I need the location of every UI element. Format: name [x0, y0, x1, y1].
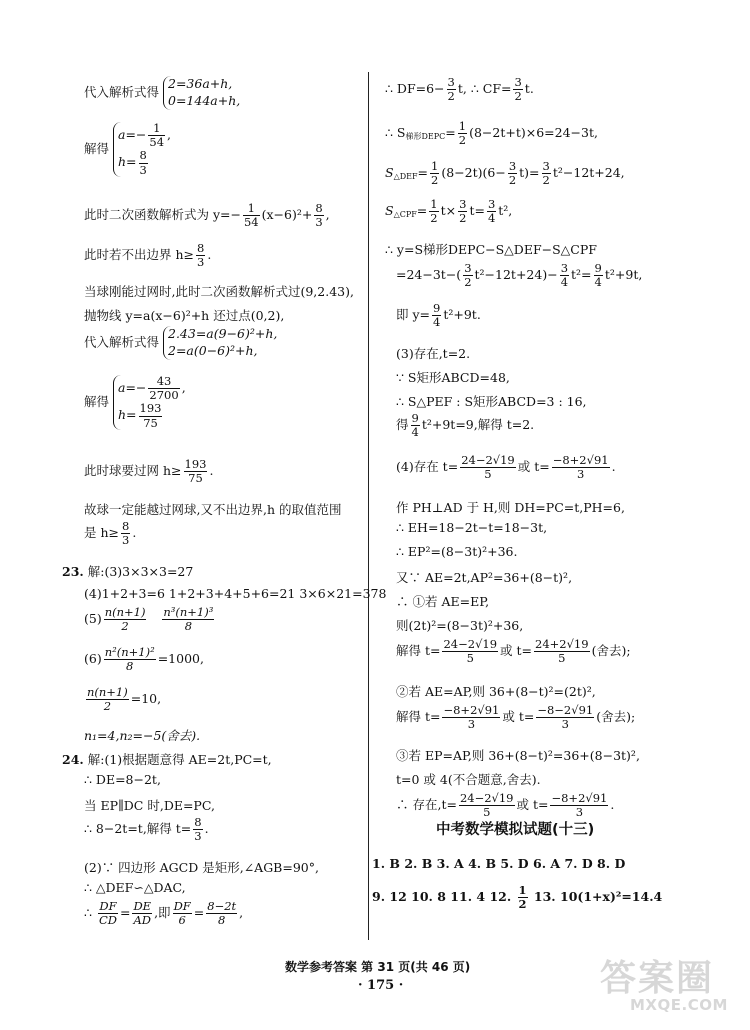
numerator: 24−2√19	[443, 637, 498, 651]
q23-part5	[84, 606, 216, 633]
numerator: 1	[431, 159, 439, 173]
numerator: DF	[99, 899, 117, 913]
r-line-14: ∴ EH=18−2t−t=18−3t,	[396, 520, 548, 535]
text: 解:(1)根据题意得 AE=2t,PC=t,	[87, 752, 272, 767]
denominator: 2	[514, 89, 522, 104]
r-line-22: ③若 EP=AP,则 36+(8−t)²=36+(8−3t)²,	[396, 748, 640, 763]
text: t, ∴ CF=	[457, 81, 512, 97]
fraction	[411, 412, 420, 439]
text: 9. 12 10. 8 11. 4 12.	[372, 889, 516, 905]
text: t²,	[498, 203, 513, 219]
denominator: 3	[467, 717, 476, 732]
numerator: 3	[459, 197, 467, 211]
q24-header	[62, 750, 272, 768]
fraction	[508, 160, 517, 187]
numerator: n²(n+1)²	[104, 645, 155, 659]
equation-system	[163, 76, 240, 110]
text: 解得	[84, 140, 110, 156]
net-range-line: 此时球要过网 h≥ $\frac{193}{75}$ .	[84, 457, 214, 486]
numerator: 24+2√19	[535, 637, 589, 651]
fraction	[460, 454, 516, 481]
text: t.	[524, 81, 534, 97]
denominator: AD	[133, 913, 152, 928]
subscript: 梯形DEPC	[405, 132, 446, 142]
fraction	[487, 198, 496, 225]
fraction	[560, 262, 569, 289]
solution-system: a=− $\frac{43}{2700}$ , h= $\frac{193}{75}$	[113, 375, 186, 430]
denominator: 2	[459, 211, 467, 226]
text: ∴ DF=6−	[385, 81, 445, 97]
numerator: 3	[542, 159, 550, 173]
numerator: 1	[430, 197, 438, 211]
r-line-15: ∴ EP²=(8−3t)²+36.	[396, 544, 518, 559]
q24-line3: 当 EP∥DC 时,DE=PC,	[84, 798, 215, 813]
numerator: 3	[487, 197, 496, 211]
conclusion-range: 是 h≥ $\frac{8}{3}$ .	[84, 519, 137, 548]
fraction	[206, 900, 237, 927]
text: 解得	[84, 393, 110, 409]
denominator: 4	[594, 275, 602, 290]
r-line-6	[396, 262, 642, 289]
denominator: 8	[126, 659, 134, 674]
text: (8−2t+t)×6=24−3t,	[469, 125, 598, 141]
q23-result: n₁=4,n₂=−5(舍去).	[84, 728, 201, 743]
fraction	[459, 792, 515, 819]
denominator: 8	[218, 913, 226, 928]
denominator: 4	[433, 315, 441, 330]
text: 解:(3)3×3×3=27	[87, 564, 194, 579]
text: (x−6)²+	[261, 207, 313, 223]
denominator: 5	[466, 651, 474, 666]
fraction	[463, 262, 472, 289]
fraction	[447, 76, 456, 103]
solve-line-1	[84, 122, 171, 177]
numerator: −8+2√91	[552, 453, 609, 467]
numerator: n(n+1)	[104, 605, 146, 619]
denominator: 75	[188, 471, 203, 486]
denominator: 54	[149, 135, 165, 150]
fraction	[104, 646, 156, 673]
substitute-line-1	[84, 76, 240, 110]
answer-key-row-2	[372, 884, 662, 911]
denominator: 3	[194, 829, 202, 844]
r-line-9: ∵ S矩形ABCD=48,	[396, 370, 510, 385]
r-line-2	[385, 120, 598, 147]
text: 或 t=	[517, 459, 550, 475]
text: 解得 t=	[396, 709, 441, 725]
numerator: 8	[315, 201, 323, 215]
fraction	[442, 704, 500, 731]
text: .	[611, 459, 616, 475]
text: 代入解析式得	[84, 334, 160, 350]
text: ∴ 8−2t=t,解得 t=	[84, 821, 192, 837]
section-heading: 中考数学模拟试题(十三)	[436, 822, 595, 838]
denominator: 4	[487, 211, 496, 226]
numerator: 1	[518, 883, 527, 897]
text: (舍去);	[591, 643, 631, 659]
numerator: 9	[433, 301, 441, 315]
fraction	[193, 816, 202, 843]
text: t²−12t+24)−	[474, 267, 558, 283]
q23-header	[62, 562, 193, 580]
fraction	[314, 202, 323, 229]
q23-part4: (4)1+2+3=6 1+2+3+4+5+6=21 3×6×21=378	[84, 586, 387, 601]
text: t²=	[571, 267, 592, 283]
text: 是 h≥	[84, 525, 119, 541]
equation: 2=36a+h,	[168, 76, 233, 91]
fraction	[139, 149, 148, 176]
denominator: 2	[464, 275, 472, 290]
quadratic-expression-line: 此时二次函数解析式为 y=− $\frac{1}{54}$ (x−6)²+ $\frac{8}{3}$ ,	[84, 201, 330, 230]
numerator: 1	[458, 119, 467, 133]
denominator: 3	[561, 717, 569, 732]
numerator: 3	[447, 75, 455, 89]
q24-line2: ∴ DE=8−2t,	[84, 772, 161, 787]
text: ∴	[84, 905, 92, 921]
fraction	[550, 792, 608, 819]
watermark-url: MXQE.COM	[630, 996, 728, 1014]
numerator: 9	[411, 411, 419, 425]
text: (5)	[84, 611, 102, 627]
denominator: 54	[243, 215, 259, 230]
numerator: 3	[464, 261, 472, 275]
text: 得	[396, 417, 409, 433]
denominator: 5	[484, 467, 492, 482]
text: t×	[440, 203, 457, 219]
solve-line-2	[84, 375, 186, 430]
numerator: 1	[243, 202, 260, 216]
text: a=−	[118, 380, 147, 396]
q24-line6: ∴ △DEF∽△DAC,	[84, 880, 186, 895]
numerator: 193	[139, 401, 162, 416]
text: 或 t=	[502, 709, 535, 725]
text: t)=	[519, 165, 540, 181]
parabola-point-line: 抛物线 y=a(x−6)²+h 还过点(0,2),	[84, 308, 285, 323]
r-line-3	[385, 160, 625, 187]
subscript: △CPF	[393, 210, 417, 220]
text: =	[445, 125, 456, 141]
denominator: 3	[576, 467, 585, 482]
text: 或 t=	[500, 643, 533, 659]
numerator: 43	[148, 375, 179, 389]
text: ∴ S	[385, 125, 406, 141]
numerator: −8+2√91	[551, 791, 608, 805]
boundary-line: 此时若不出边界 h≥ $\frac{8}{3}$ .	[84, 241, 212, 270]
text: (4)存在 t=	[396, 459, 459, 475]
numerator: −8−2√91	[537, 703, 594, 717]
page-number: · 175 ·	[358, 978, 404, 993]
equation: 2=a(0−6)²+h,	[168, 342, 258, 358]
denominator: 2	[121, 619, 129, 634]
denominator: 5	[558, 651, 566, 666]
text: 即 y=	[396, 307, 431, 323]
equation: 0=144a+h,	[168, 92, 241, 108]
r-line-7	[396, 302, 481, 329]
text: S	[385, 203, 394, 219]
numerator: DF	[173, 899, 191, 913]
text: =10,	[130, 691, 162, 707]
text: h=	[118, 154, 137, 170]
r-line-1	[385, 76, 534, 103]
text: ∴ 存在,t=	[396, 797, 457, 813]
watermark-logo: 答案圈	[600, 958, 715, 999]
fraction	[173, 900, 192, 927]
fraction	[139, 402, 163, 429]
fraction	[458, 120, 467, 147]
denominator: 2	[518, 897, 527, 912]
denominator: 3	[139, 162, 147, 177]
fraction	[86, 686, 129, 713]
fraction	[184, 458, 208, 485]
r-line-5: ∴ y=S梯形DEPC−S△DEF−S△CPF	[385, 242, 597, 257]
text: (8−2t)(6−	[441, 165, 506, 181]
text: ,即	[154, 905, 171, 921]
denominator: 2	[447, 89, 455, 104]
text: h=	[118, 407, 137, 423]
watermark	[600, 950, 740, 1020]
fraction	[542, 160, 551, 187]
text: (舍去);	[596, 709, 636, 725]
text: 或 t=	[516, 797, 549, 813]
fraction	[552, 454, 610, 481]
denominator: 2	[508, 173, 517, 188]
equation: 2.43=a(9−6)²+h,	[168, 326, 278, 341]
numerator: 8	[122, 519, 130, 533]
fraction	[442, 638, 498, 665]
denominator: 4	[411, 425, 419, 440]
text: 13. 10(1+x)²=14.4	[529, 889, 663, 905]
fraction	[518, 884, 528, 911]
r-line-11	[396, 412, 534, 439]
fraction	[536, 704, 594, 731]
numerator: n(n+1)	[87, 685, 128, 699]
numerator: DE	[133, 899, 152, 913]
fraction	[432, 302, 441, 329]
numerator: 193	[184, 457, 207, 471]
denominator: 2	[458, 133, 467, 148]
text: .	[204, 821, 209, 837]
fraction	[98, 900, 118, 927]
subscript: △DEF	[393, 172, 418, 182]
r-line-23: t=0 或 4(不合题意,舍去).	[396, 772, 541, 787]
fraction	[162, 606, 214, 633]
fraction	[148, 375, 179, 402]
denominator: 8	[184, 619, 193, 634]
text: a=−	[118, 127, 147, 143]
numerator: −8+2√91	[443, 703, 500, 717]
text: .	[610, 797, 615, 813]
denominator: 75	[143, 415, 158, 430]
text: 此时二次函数解析式为 y=−	[84, 207, 241, 223]
r-line-19	[396, 638, 631, 665]
fraction	[429, 198, 438, 225]
numerator: 1	[148, 122, 165, 136]
r-line-16: 又∵ AE=2t,AP²=36+(8−t)²,	[396, 570, 573, 585]
fraction	[430, 160, 439, 187]
denominator: 2	[103, 699, 112, 714]
numerator: 24−2√19	[459, 791, 514, 805]
r-line-8: (3)存在,t=2.	[396, 346, 471, 361]
fraction	[594, 262, 603, 289]
net-condition-line: 当球刚能过网时,此时二次函数解析式过(9,2.43),	[84, 284, 354, 299]
fraction	[132, 900, 152, 927]
text: 解得 t=	[396, 643, 441, 659]
fraction	[243, 202, 260, 229]
text: =1000,	[157, 651, 204, 667]
question-number: 24.	[62, 752, 84, 767]
numerator: 8	[197, 241, 205, 255]
denominator: 3	[122, 533, 130, 548]
r-line-12	[396, 454, 616, 481]
numerator: 3	[560, 261, 569, 275]
denominator: 2	[430, 211, 438, 226]
q24-line5: (2)∵ 四边形 AGCD 是矩形,∠AGB=90°,	[84, 860, 319, 875]
equation-system	[163, 326, 277, 360]
text: =	[417, 165, 429, 181]
text: (6)	[84, 651, 102, 667]
fraction	[104, 606, 147, 633]
text: t²−12t+24,	[552, 165, 625, 181]
text: t²+9t,	[604, 267, 643, 283]
numerator: 8−2t	[207, 899, 237, 913]
text: 此时球要过网 h≥	[84, 463, 182, 479]
numerator: 24−2√19	[461, 453, 515, 467]
r-line-13: 作 PH⊥AD 于 H,则 DH=PC=t,PH=6,	[396, 500, 625, 515]
denominator: 3	[575, 805, 584, 820]
text: t²+9t.	[443, 307, 481, 323]
denominator: 3	[197, 255, 205, 270]
fraction	[458, 198, 467, 225]
fraction	[513, 76, 522, 103]
page-footer: 数学参考答案 第 31 页(共 46 页)	[285, 960, 471, 974]
r-line-20: ②若 AE=AP,则 36+(8−t)²=(2t)²,	[396, 684, 596, 699]
r-line-24	[396, 792, 614, 819]
text: S	[385, 165, 394, 181]
denominator: 2	[542, 173, 550, 188]
text: 代入解析式得	[84, 84, 160, 100]
denominator: CD	[98, 913, 117, 928]
r-line-10: ∴ S△PEF : S矩形ABCD=3 : 16,	[396, 394, 587, 409]
r-line-4	[385, 198, 512, 225]
q24-line4	[84, 816, 209, 843]
q23-equation	[84, 686, 161, 713]
numerator: 9	[594, 261, 602, 275]
question-number: 23.	[62, 564, 84, 579]
r-line-18: 则(2t)²=(8−3t)²+36,	[396, 618, 524, 633]
denominator: 5	[483, 805, 491, 820]
denominator: 2700	[149, 388, 179, 403]
denominator: 2	[431, 173, 439, 188]
answer-key-row-1: 1. B 2. B 3. A 4. B 5. D 6. A 7. D 8. D	[372, 856, 626, 871]
denominator: 4	[560, 275, 569, 290]
fraction	[148, 122, 165, 149]
q24-line7: ∴ $\frac{DF}{CD}$ = $\frac{DE}{AD}$ ,即 $\frac{DF}{6}$ = $\frac{8-2t}{8}$ ,	[84, 899, 244, 928]
denominator: 3	[315, 215, 323, 230]
text: 此时若不出边界 h≥	[84, 247, 194, 263]
solution-system: a=− $\frac{1}{54}$ , h= $\frac{8}{3}$	[113, 122, 171, 177]
r-line-17: ∴ ①若 AE=EP,	[396, 594, 490, 609]
fraction	[534, 638, 590, 665]
conclusion-line: 故球一定能越过网球,又不出边界,h 的取值范围	[84, 502, 342, 517]
numerator: 8	[139, 148, 147, 163]
text: t²+9t=9,解得 t=2.	[421, 417, 535, 433]
numerator: 3	[514, 75, 522, 89]
text: t=	[469, 203, 485, 219]
fraction	[196, 242, 205, 269]
text: =24−3t−(	[396, 267, 462, 283]
numerator: 8	[194, 815, 202, 829]
r-line-21	[396, 704, 635, 731]
column-divider	[368, 72, 369, 940]
denominator: 6	[178, 913, 186, 928]
substitute-line-2	[84, 326, 277, 360]
text: =	[416, 203, 428, 219]
fraction	[121, 520, 130, 547]
q23-part6	[84, 646, 204, 673]
numerator: n³(n+1)³	[163, 605, 214, 619]
numerator: 3	[508, 159, 517, 173]
